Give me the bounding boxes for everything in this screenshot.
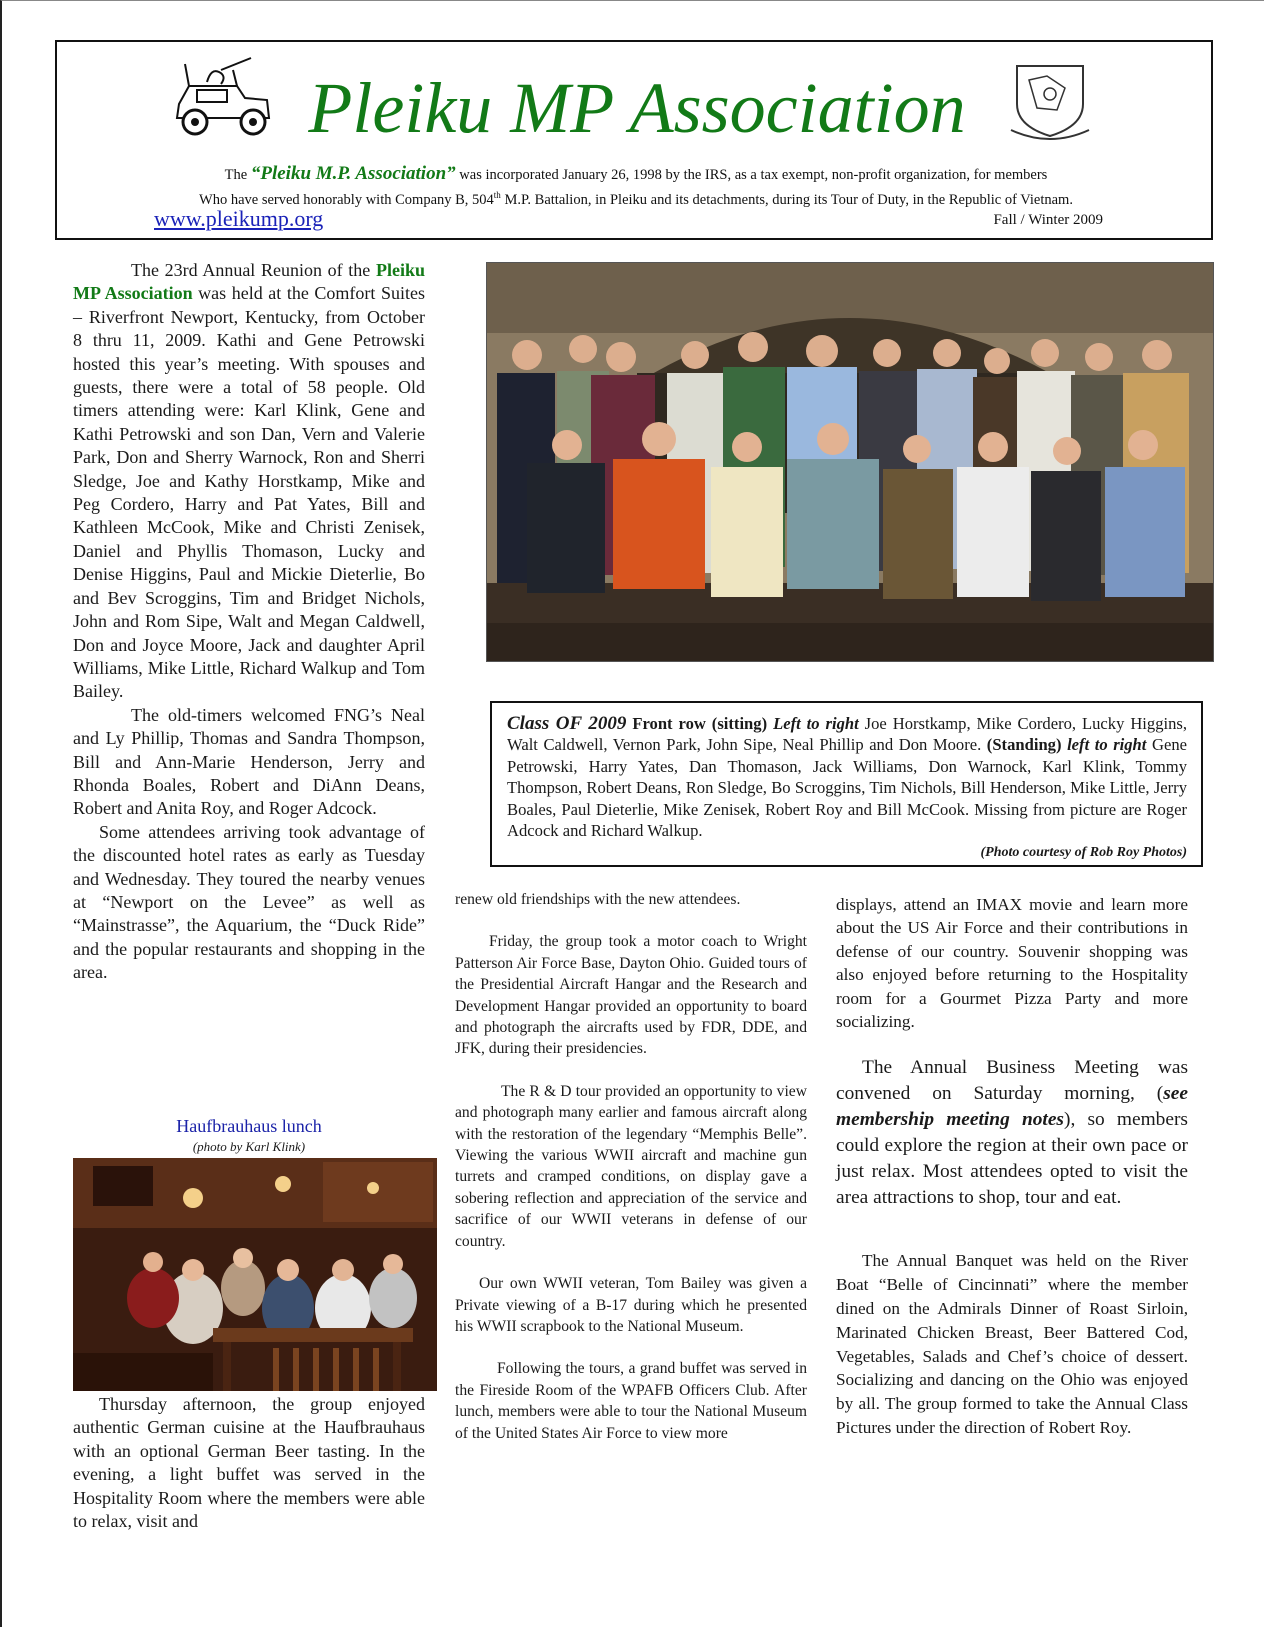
haufbrauhaus-photo xyxy=(73,1158,437,1391)
column-1-continued xyxy=(73,1393,425,1533)
paragraph-renew: renew old friendships with the new attendees. xyxy=(455,891,741,908)
masthead xyxy=(55,40,1213,240)
business-meeting-text-end: ), so members could explore the region at their own pace or just relax. Most attendees opted to visit the area attractions to shop, tour and eat. xyxy=(836,1109,1188,1209)
issue-date: Fall / Winter 2009 xyxy=(993,212,1103,228)
class-of-2009-group-photo xyxy=(486,262,1214,662)
paragraph-fng: The old-timers welcomed FNG’s Neal and Ly Phillip, Thomas and Sandra Thompson, Bill and Ann-Marie Henderson, Jerry and Rhonda Boales, Robert and DiAnn Deans, Robert and Anita Roy, and Roger Adcock. xyxy=(73,704,425,819)
standing-label: (Standing) xyxy=(986,735,1062,755)
paragraph-friday: Friday, the group took a motor coach to Wright Patterson Air Force Base, Dayton Ohio. Guided tours of the Presidential Aircraft Hangar and the Research and Development Hangar provided an opportunity to board and photograph the aircrafts used by FDR, DDE, and JFK, during their presidencies. xyxy=(455,933,807,1058)
paragraph-buffet: Following the tours, a grand buffet was served in the Fireside Room of the WPAFB Officers Club. After lunch, members were able to tour the National Museum of the United States Air Force to view more xyxy=(455,1360,807,1442)
intro-line2a: Who have served honorably with Company B, 504 xyxy=(199,191,494,208)
left-to-right-label-1: Left to right xyxy=(773,714,859,733)
reunion-attendees-text: was held at the Comfort Suites – Riverfront Newport, Kentucky, from October 8 thru 11, 2009. Kathi and Gene Petrowski hosted this year’s meeting. With spouses and guests, there were a total of 58 people. Old timers attending were: Karl Klink, Gene and Kathi Petrowski and son Dan, Vern and Valerie Park, Don and Sherry Warnock, Ron and Sherri Sledge, Joe and Kathy Horstkamp, Mike and Peg Cordero, Harry and Pat Yates, Bill and Kathleen McCook, Mike and Christi Zenisek, Daniel and Phyllis Thomason, Lucky and Denise Higgins, Paul and Mickie Dieterlie, Bo and Bev Scroggins, Tim and Bridget Nichols, John and Rom Sipe, Walt and Megan Caldwell, Don and Joyce Moore, Jack and daughter April Williams, Mike Little, Richard Walkup and Tom Bailey. xyxy=(73,283,425,702)
column-3 xyxy=(836,893,1188,1440)
column-2 xyxy=(455,889,807,1444)
association-highlight: Pleiku MP Association xyxy=(73,260,425,304)
front-row-names: Joe Horstkamp, Mike Cordero, Lucky Higgins, Walt Caldwell, Vernon Park, John Sipe, Neal Phillip and Don Moore. xyxy=(507,714,1188,755)
paragraph-rd-tour: The R & D tour provided an opportunity to view and photograph many earlier and famous aircraft along with the restoration of the legendary “Memphis Belle”. Viewing the various WWII aircraft and machine gun turrets and cramped conditions, on display gave a sobering reflection and appreciation of the service and sacrifice of our WWII veterans in defense of our country. xyxy=(455,1082,807,1250)
reunion-intro-text: The 23rd Annual Reunion of the xyxy=(131,260,376,280)
association-intro xyxy=(67,164,1205,210)
paragraph-thursday: Thursday afternoon, the group enjoyed authentic German cuisine at the Haufbrauhaus with an optional German Beer tasting. In the evening, a light buffet was served in the Hospitality Room where the members were able to relax, visit and xyxy=(73,1394,425,1532)
newsletter-title: Pleiku MP Association xyxy=(308,68,966,148)
column-1 xyxy=(73,259,425,985)
paragraph-early-arrivals: Some attendees arriving took advantage of the discounted hotel rates as early as Tuesday and Wednesday. They toured the nearby venues at “Newport on the Levee” as well as “Mainstrasse”, the Aquarium, the “Duck Ride” and the popular restaurants and shopping in the area. xyxy=(73,821,425,983)
seated-row xyxy=(527,459,1185,601)
jeep-logo-icon xyxy=(167,52,279,140)
group-photo-caption xyxy=(490,701,1203,867)
lunch-photo-title: Haufbrauhaus lunch xyxy=(176,1116,322,1136)
class-of-label: Class OF 2009 xyxy=(507,713,627,734)
intro-line2b: M.P. Battalion, in Pleiku and its detachments, during its Tour of Duty, in the Republic of Vietnam. xyxy=(500,191,1073,208)
standing-row-names: Gene Petrowski, Harry Yates, Dan Thomason, Jack Williams, Don Warnock, Karl Klink, Tommy Thompson, Robert Deans, Ron Sledge, Bo Scroggins, Tim Nichols, Bill Henderson, Mike Little, Jerry Boales, Paul Dieterlie, Mike Zenisek, Robert Roy and Bill McCook. Missing from picture are Roger Adcock and Richard Walkup. xyxy=(507,735,1187,841)
website-link[interactable]: www.pleikump.org xyxy=(154,206,324,231)
business-meeting-text: The Annual Business Meeting was convened on Saturday morning, ( xyxy=(836,1057,1188,1105)
left-to-right-label-2: left to right xyxy=(1067,735,1147,755)
intro-superscript: th xyxy=(493,190,501,200)
paragraph-displays: displays, attend an IMAX movie and learn more about the US Air Force and their contributions in defense of our country. Souvenir shopping was also enjoyed before returning to the Hospitality room for a Gourmet Pizza Party and more socializing. xyxy=(836,895,1188,1032)
intro-association-name: “Pleiku M.P. Association” xyxy=(250,163,456,184)
front-row-label: Front row (sitting) xyxy=(632,714,768,733)
photo-credit: (Photo courtesy of Rob Roy Photos) xyxy=(980,845,1187,861)
paragraph-reunion xyxy=(73,259,425,704)
lunch-photo-credit: (photo by Karl Klink) xyxy=(192,1139,306,1154)
group-photo-image xyxy=(487,263,1213,661)
intro-pre: The xyxy=(224,167,251,183)
intro-line1: was incorporated January 26, 1998 by the IRS, as a tax exempt, non-profit organization, for members xyxy=(455,167,1048,183)
haufbrauhaus-photo-image xyxy=(73,1158,437,1391)
paragraph-tom-bailey: Our own WWII veteran, Tom Bailey was given a Private viewing of a B-17 during which he presented his WWII scrapbook to the National Museum. xyxy=(455,1275,807,1335)
paragraph-banquet: The Annual Banquet was held on the River Boat “Belle of Cincinnati” where the member dined on the Admirals Dinner of Roast Sirloin, Marinated Chicken Breast, Beer Battered Cod, Vegetables, Salads and Chef’s choice of dessert. Socializing and dancing on the Ohio was enjoyed by all. The group formed to take the Annual Class Pictures under the direction of Robert Roy. xyxy=(836,1251,1188,1438)
meeting-notes-reference: see membership meeting notes xyxy=(836,1083,1188,1131)
paragraph-business-meeting xyxy=(836,1055,1188,1211)
mp-crest-icon xyxy=(1007,60,1093,144)
